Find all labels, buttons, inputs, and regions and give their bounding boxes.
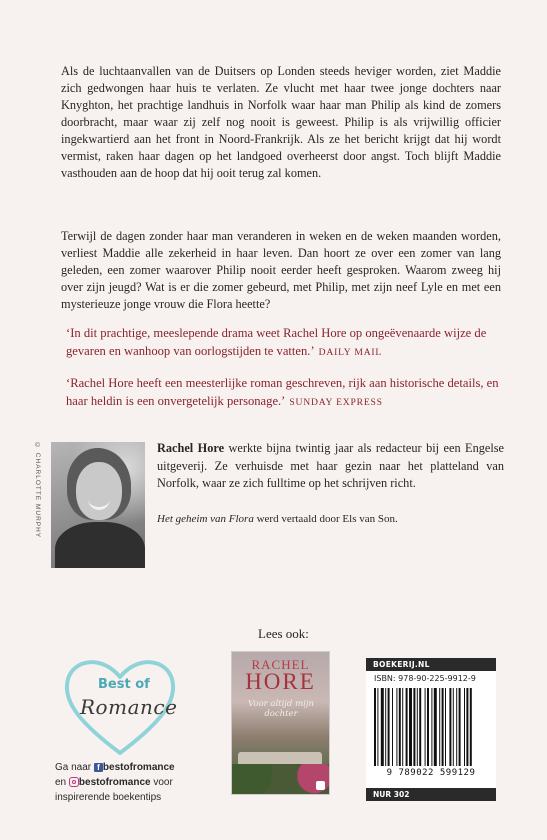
author-bio-text: werkte bijna twintig jaar als redacteur bij een Engelse uitgeverij. Ze verhuisde met haar gezin naar het platteland van Norfolk, waar ze zich fulltime op het schrijven richt. [157, 441, 504, 490]
quote-text: ‘Rachel Hore heeft een meesterlijke roman geschreven, rijk aan historische details, en haar heldin is een onvergetelijk personage.’ [66, 376, 499, 408]
cover-title: Voor altijd mijn dochter [248, 699, 314, 719]
logo-text-best-of: Best of [98, 677, 150, 692]
review-quote-1 [66, 324, 502, 362]
nur-label: NUR 302 [366, 788, 496, 801]
barcode-block [366, 658, 496, 801]
instagram-icon [69, 777, 79, 787]
quote-source: SUNDAY EXPRESS [289, 397, 383, 408]
social-prefix: Ga naar [55, 762, 94, 773]
barcode-icon [372, 688, 490, 768]
related-book-cover [231, 651, 330, 795]
cover-garden-illustration [232, 764, 329, 794]
isbn-label: ISBN: 978-90-225-9912-9 [374, 674, 476, 683]
translation-note [157, 512, 504, 527]
social-and: en [55, 777, 69, 788]
publisher-url: BOEKERIJ.NL [366, 658, 496, 671]
publisher-icon [316, 781, 325, 790]
read-also-heading: Lees ook: [258, 626, 309, 641]
social-links [55, 760, 225, 805]
instagram-handle[interactable]: bestofromance [78, 777, 151, 788]
logo-text-romance: Romance [80, 695, 178, 719]
cover-author-first: RACHEL [251, 657, 310, 672]
photo-credit: © CHARLOTTE MURPHY [34, 442, 41, 539]
barcode-number: 9 789022 599129 [386, 768, 476, 778]
quote-text: ‘In dit prachtige, meeslepende drama weet Rachel Hore op ongeëvenaarde wijze de gevaren en wanhoop van oorlogstijden te vatten.’ [66, 326, 487, 358]
synopsis-paragraph-1: Als de luchtaanvallen van de Duitsers op Londen steeds heviger worden, ziet Maddie zich gedwongen haar huis te verlaten. Ze vlucht met haar twee jonge dochters naar Knyghton, het prachtige landhuis in Norfolk waar haar man Philip als kind de zomers doorbracht, maar waar zij zelf nog nooit is geweest. Philip is als vrijwillig officier ingekwartierd aan het front in Noord-Frankrijk. Als ze het bericht krijgt dat hij wordt vermist, raken haar dagen op het landgoed overheerst door angst. Toch blijft Maddie vasthouden aan de hoop dat hij ooit terug zal komen. [61, 64, 501, 180]
facebook-handle[interactable]: bestofromance [102, 762, 175, 773]
social-suffix: voor inspirerende boekentips [55, 777, 173, 803]
synopsis-paragraph-2: Terwijl de dagen zonder haar man veranderen in weken en de weken maanden worden, verliest Maddie alle zekerheid in haar leven. Dan hoort ze over een zomer van lang geleden, een zomer waarover Philip nooit eerder heeft gesproken. Waarom zweeg hij over zijn jeugd? Wat is er die zomer gebeurd, met Philip, met zijn neef Lyle en met een mysterieuze jonge vrouw die Flora heette? [61, 229, 501, 311]
author-photo [51, 442, 145, 568]
translation-text: werd vertaald door Els van Son. [253, 513, 398, 525]
best-of-romance-logo [60, 653, 180, 763]
facebook-icon: f [94, 763, 103, 772]
author-bio [157, 440, 504, 493]
author-name: Rachel Hore [157, 441, 225, 455]
quote-source: DAILY MAIL [318, 347, 383, 358]
original-title: Het geheim van Flora [157, 513, 254, 525]
cover-author-last: HORE [245, 669, 316, 694]
review-quote-2 [66, 374, 502, 412]
